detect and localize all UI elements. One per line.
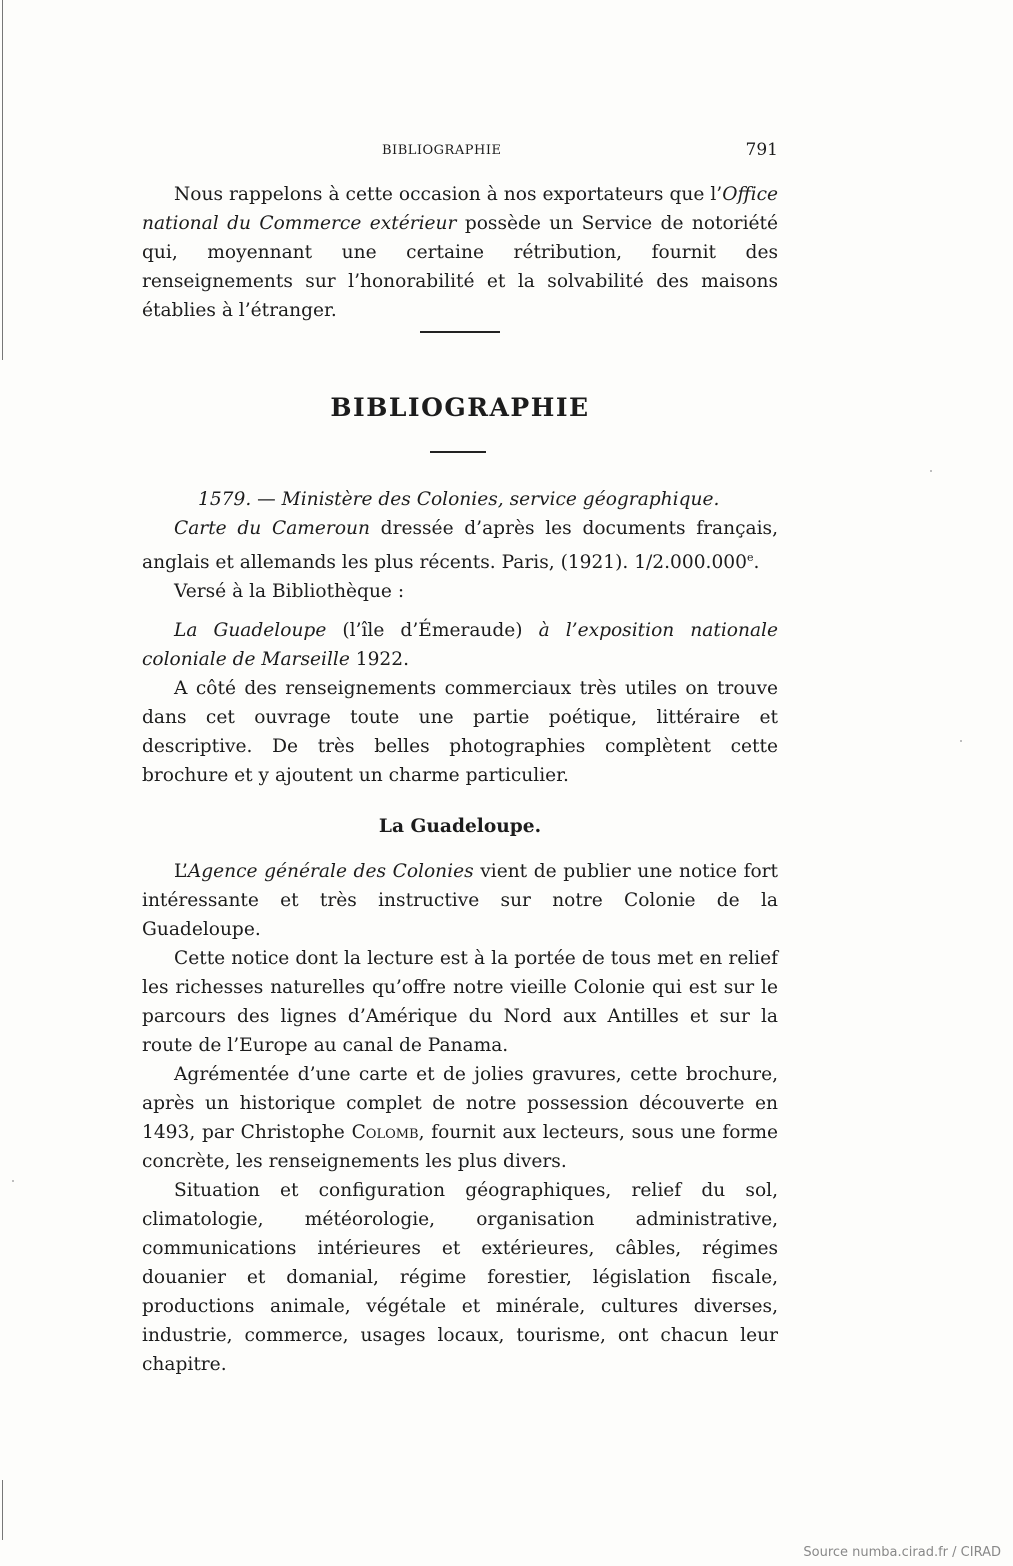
- carte-end: .: [753, 552, 760, 574]
- intro-text-post: possède un Service de notoriété qui, moyennant une certaine rétribution, fournit des renseignements sur l’honorabilité et la solvabilité des maisons établies à l’étranger.: [142, 213, 779, 321]
- carte-text: dressée d’après les documents français, anglais et allemands les plus récents. Paris, (1921). 1/2.000.000: [142, 518, 778, 574]
- running-header: [142, 140, 778, 165]
- guadeloupe-title-italic: La Guadeloupe: [174, 620, 327, 642]
- section-heading: BIBLIOGRAPHIE: [330, 393, 590, 422]
- cote-paragraph: A côté des renseignements commerciaux très utiles on trouve dans cet ouvrage toute une partie poétique, littéraire et descriptive. De très belles photographies complètent cette brochure et y ajoutent un charme particulier.: [142, 678, 778, 787]
- guadeloupe-title-paragraph: [142, 616, 778, 674]
- intro-paragraph: [142, 180, 778, 325]
- scan-speck: [930, 470, 932, 472]
- agence-italic: Agence générale des Colonies: [187, 861, 474, 882]
- entry-dash: —: [251, 489, 282, 510]
- intro-italic-office: Office national du Commerce extérieur: [142, 184, 778, 234]
- colomb-smallcaps: Colomb: [351, 1122, 419, 1143]
- heading-underline: [430, 451, 486, 453]
- guadeloupe-title-text: (l’île d’Émeraude): [326, 620, 539, 642]
- guadeloupe-body: [142, 857, 778, 1379]
- agrementee-paragraph: [142, 1060, 778, 1176]
- agrementee-text-post: , fournit aux lecteurs, sous une forme concrète, les renseignements les plus divers.: [142, 1122, 779, 1172]
- verse-line: Versé à la Bibliothèque :: [174, 581, 405, 603]
- situation-paragraph: Situation et configuration géographiques, relief du sol, climatologie, météorologie, organisation administrative, communications intérieures et extérieures, câbles, régimes douanier et domanial, régime forestier, législation fiscale, productions animale, végétale et minérale, cultures diverses, industrie, commerce, usages locaux, tourisme, ont chacun leur chapitre.: [142, 1180, 778, 1375]
- running-header-title: BIBLIOGRAPHIE: [382, 143, 502, 158]
- agence-text-pre: L’: [174, 861, 188, 882]
- scan-speck: [960, 740, 962, 742]
- intro-text-pre: Nous rappelons à cette occasion à nos exportateurs que l’: [174, 184, 723, 205]
- agrementee-text-pre: Agrémentée d’une carte et de jolies gravures, cette brochure, après un historique complet de notre possession découverte en 1493, par Christophe: [142, 1064, 778, 1143]
- entry-number: 1579.: [198, 489, 252, 510]
- notice-paragraph: Cette notice dont la lecture est à la portée de tous met en relief les richesses naturelles qu’offre notre vieille Colonie qui est sur le parcours des lignes d’Amérique du Nord aux Antilles et sur la route de l’Europe au canal de Panama.: [142, 948, 778, 1056]
- page-number: 791: [745, 140, 778, 160]
- guadeloupe-year: 1922.: [349, 649, 409, 671]
- carte-paragraph: [142, 514, 778, 577]
- entry-source: Ministère des Colonies, service géographique.: [281, 489, 720, 510]
- carte-superscript: e: [746, 551, 754, 564]
- entry-1579: [142, 485, 778, 514]
- bibliography-entries: [142, 485, 778, 790]
- agence-paragraph: [142, 857, 778, 944]
- scan-speck: [12, 1180, 14, 1182]
- divider-rule: [420, 331, 500, 333]
- scan-edge-line: [2, 1480, 3, 1540]
- source-credit: Source numba.cirad.fr / CIRAD: [803, 1545, 1001, 1560]
- guadeloupe-subheading: La Guadeloupe.: [378, 816, 542, 837]
- carte-title: Carte du Cameroun: [174, 518, 370, 539]
- scan-edge-line: [2, 0, 3, 360]
- agence-text-post: vient de publier une notice fort intéressante et très instructive sur notre Colonie de la Guadeloupe.: [142, 861, 779, 940]
- intro-paragraph-block: [142, 180, 778, 325]
- exposition-italic: à l’exposition nationale coloniale de Marseille: [142, 620, 778, 671]
